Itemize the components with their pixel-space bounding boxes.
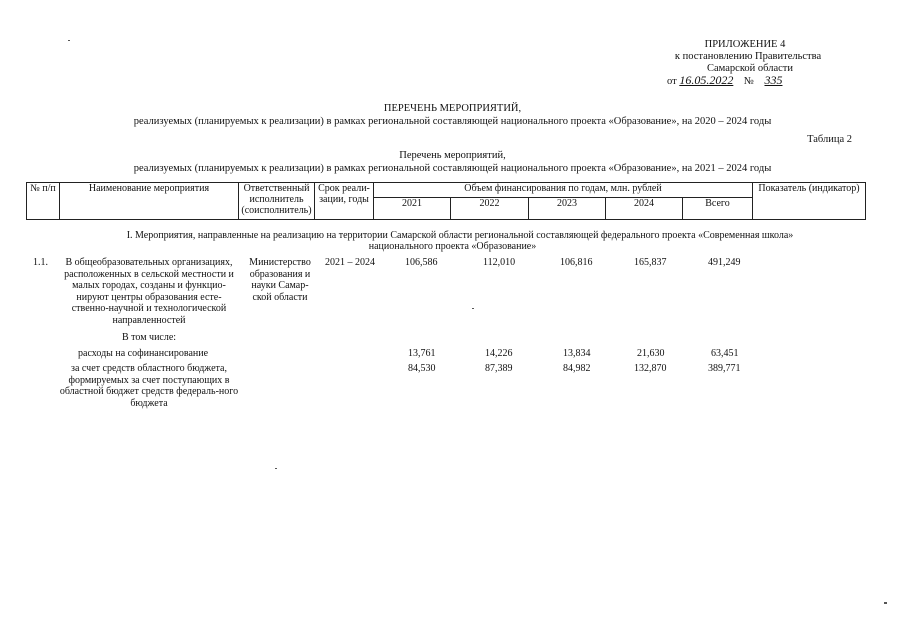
from-label: от <box>667 76 677 87</box>
subrow-cofinancing-total: 63,451 <box>711 348 739 359</box>
section-line2: национального проекта «Образование» <box>368 241 537 252</box>
row-responsible: Министерство образования и науки Самар-ской области <box>249 257 311 303</box>
row-term: 2021 – 2024 <box>325 257 375 268</box>
col-total: Всего <box>683 198 753 220</box>
decree-number: 335 <box>764 73 783 87</box>
table-header <box>26 182 866 220</box>
subrow-budget-2022: 87,389 <box>485 363 513 374</box>
row-value-2023: 106,816 <box>560 257 593 268</box>
col-year-2024: 2024 <box>606 198 683 220</box>
col-name: Наименование мероприятия <box>60 183 239 220</box>
row-num: 1.1. <box>33 257 48 268</box>
subrow-cofinancing-2022: 14,226 <box>485 348 513 359</box>
table-label: Таблица 2 <box>807 134 852 145</box>
scan-speck <box>472 308 474 309</box>
appendix-date-line <box>667 73 796 88</box>
col-year-2021: 2021 <box>374 198 451 220</box>
col-year-2022: 2022 <box>451 198 529 220</box>
col-responsible: Ответственный исполнитель (соисполнитель) <box>239 183 315 220</box>
subrow-cofinancing-name: расходы на софинансирование <box>78 348 209 359</box>
decree-date: 16.05.2022 <box>679 73 734 87</box>
doc-title-line2: реализуемых (планируемых к реализации) в рамках региональной составляющей национального проекта «Образование», на 2020 – 2024 годы <box>133 116 772 127</box>
col-indicator: Показатель (индикатор) <box>753 183 866 220</box>
table-title-line2: реализуемых (планируемых к реализации) в рамках региональной составляющей национального проекта «Образование», на 2021 – 2024 годы <box>133 163 772 174</box>
appendix-line2: Самарской области <box>707 63 793 74</box>
appendix-line1: к постановлению Правительства <box>674 51 822 62</box>
number-label: № <box>743 76 754 87</box>
subrow-budget-name: за счет средств областного бюджета, формируемых за счет поступающих в областной бюджет средств федераль-ного бюджета <box>59 363 239 409</box>
scan-speck <box>275 468 277 469</box>
subrow-budget-2021: 84,530 <box>408 363 436 374</box>
row-value-2022: 112,010 <box>483 257 516 268</box>
col-term: Срок реали-зации, годы <box>315 183 374 220</box>
subrow-budget-2024: 132,870 <box>634 363 667 374</box>
subrow-budget-2023: 84,982 <box>563 363 591 374</box>
row-name: В общеобразовательных организациях, расположенных в сельской местности и малых городах, созданы и функцио-нируют центры образования есте-ственно-научной и технологической направленностей <box>64 257 234 326</box>
row-value-2024: 165,837 <box>634 257 667 268</box>
subrow-budget-total: 389,771 <box>708 363 741 374</box>
including-label: В том числе: <box>122 332 177 343</box>
subrow-cofinancing-2023: 13,834 <box>563 348 591 359</box>
scan-speck <box>68 40 70 41</box>
subrow-cofinancing-2021: 13,761 <box>408 348 436 359</box>
row-value-2021: 106,586 <box>405 257 438 268</box>
section-line1: I. Мероприятия, направленные на реализацию на территории Самарской области региональной составляющей федерального проекта «Современная школа» <box>126 230 794 241</box>
table-title-line1: Перечень мероприятий, <box>399 150 506 161</box>
col-year-2023: 2023 <box>529 198 606 220</box>
appendix-title: ПРИЛОЖЕНИЕ 4 <box>704 39 786 50</box>
col-num: № п/п <box>27 183 60 220</box>
col-funding: Объем финансирования по годам, млн. рублей <box>374 183 753 198</box>
scan-speck <box>884 602 887 604</box>
row-value-total: 491,249 <box>708 257 741 268</box>
doc-title-line1: ПЕРЕЧЕНЬ МЕРОПРИЯТИЙ, <box>383 103 522 114</box>
subrow-cofinancing-2024: 21,630 <box>637 348 665 359</box>
